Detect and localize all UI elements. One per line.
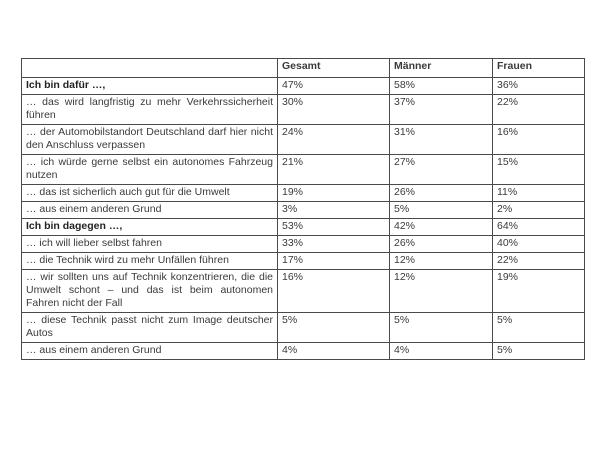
gesamt-cell: 33% — [278, 236, 390, 253]
gesamt-cell: 24% — [278, 125, 390, 155]
gesamt-cell: 17% — [278, 253, 390, 270]
gesamt-cell: 19% — [278, 185, 390, 202]
frauen-cell: 11% — [493, 185, 585, 202]
row-label-cell: … diese Technik passt nicht zum Image deutscher Autos — [22, 313, 278, 343]
table-row — [22, 253, 585, 270]
frauen-cell: 16% — [493, 125, 585, 155]
maenner-cell: 58% — [390, 78, 493, 95]
frauen-cell: 2% — [493, 202, 585, 219]
frauen-cell: 36% — [493, 78, 585, 95]
table-row — [22, 95, 585, 125]
maenner-cell: 31% — [390, 125, 493, 155]
table-row — [22, 155, 585, 185]
table-row — [22, 343, 585, 360]
frauen-cell: 5% — [493, 313, 585, 343]
table-row — [22, 236, 585, 253]
frauen-cell: 22% — [493, 253, 585, 270]
maenner-cell: 12% — [390, 253, 493, 270]
frauen-cell: 22% — [493, 95, 585, 125]
row-label-cell: … wir sollten uns auf Technik konzentrieren, die die Umwelt schont – und das ist beim autonomen Fahren nicht der Fall — [22, 270, 278, 313]
row-label-cell: Ich bin dafür …, — [22, 78, 278, 95]
gesamt-cell: 3% — [278, 202, 390, 219]
maenner-cell: 27% — [390, 155, 493, 185]
table-header-row — [22, 59, 585, 78]
row-label-cell: … die Technik wird zu mehr Unfällen führen — [22, 253, 278, 270]
gesamt-cell: 30% — [278, 95, 390, 125]
row-label-cell: … das wird langfristig zu mehr Verkehrssicherheit führen — [22, 95, 278, 125]
table-section-row — [22, 219, 585, 236]
table-row — [22, 313, 585, 343]
table-section-row — [22, 78, 585, 95]
header-cell-maenner: Männer — [390, 59, 493, 78]
maenner-cell: 4% — [390, 343, 493, 360]
row-label-cell: … ich will lieber selbst fahren — [22, 236, 278, 253]
row-label-cell: Ich bin dagegen …, — [22, 219, 278, 236]
maenner-cell: 26% — [390, 185, 493, 202]
row-label-cell: … das ist sicherlich auch gut für die Umwelt — [22, 185, 278, 202]
table-row — [22, 185, 585, 202]
gesamt-cell: 21% — [278, 155, 390, 185]
table-row — [22, 270, 585, 313]
frauen-cell: 19% — [493, 270, 585, 313]
frauen-cell: 5% — [493, 343, 585, 360]
maenner-cell: 26% — [390, 236, 493, 253]
row-label-cell: … aus einem anderen Grund — [22, 343, 278, 360]
gesamt-cell: 47% — [278, 78, 390, 95]
gesamt-cell: 5% — [278, 313, 390, 343]
maenner-cell: 5% — [390, 313, 493, 343]
gesamt-cell: 16% — [278, 270, 390, 313]
table-row — [22, 202, 585, 219]
gesamt-cell: 53% — [278, 219, 390, 236]
row-label-cell: … aus einem anderen Grund — [22, 202, 278, 219]
maenner-cell: 37% — [390, 95, 493, 125]
frauen-cell: 15% — [493, 155, 585, 185]
frauen-cell: 64% — [493, 219, 585, 236]
survey-table — [21, 58, 585, 360]
header-cell-label — [22, 59, 278, 78]
header-cell-gesamt: Gesamt — [278, 59, 390, 78]
maenner-cell: 42% — [390, 219, 493, 236]
frauen-cell: 40% — [493, 236, 585, 253]
table-body — [22, 78, 585, 360]
maenner-cell: 12% — [390, 270, 493, 313]
gesamt-cell: 4% — [278, 343, 390, 360]
maenner-cell: 5% — [390, 202, 493, 219]
table-row — [22, 125, 585, 155]
header-cell-frauen: Frauen — [493, 59, 585, 78]
row-label-cell: … der Automobilstandort Deutschland darf hier nicht den Anschluss verpassen — [22, 125, 278, 155]
row-label-cell: … ich würde gerne selbst ein autonomes Fahrzeug nutzen — [22, 155, 278, 185]
